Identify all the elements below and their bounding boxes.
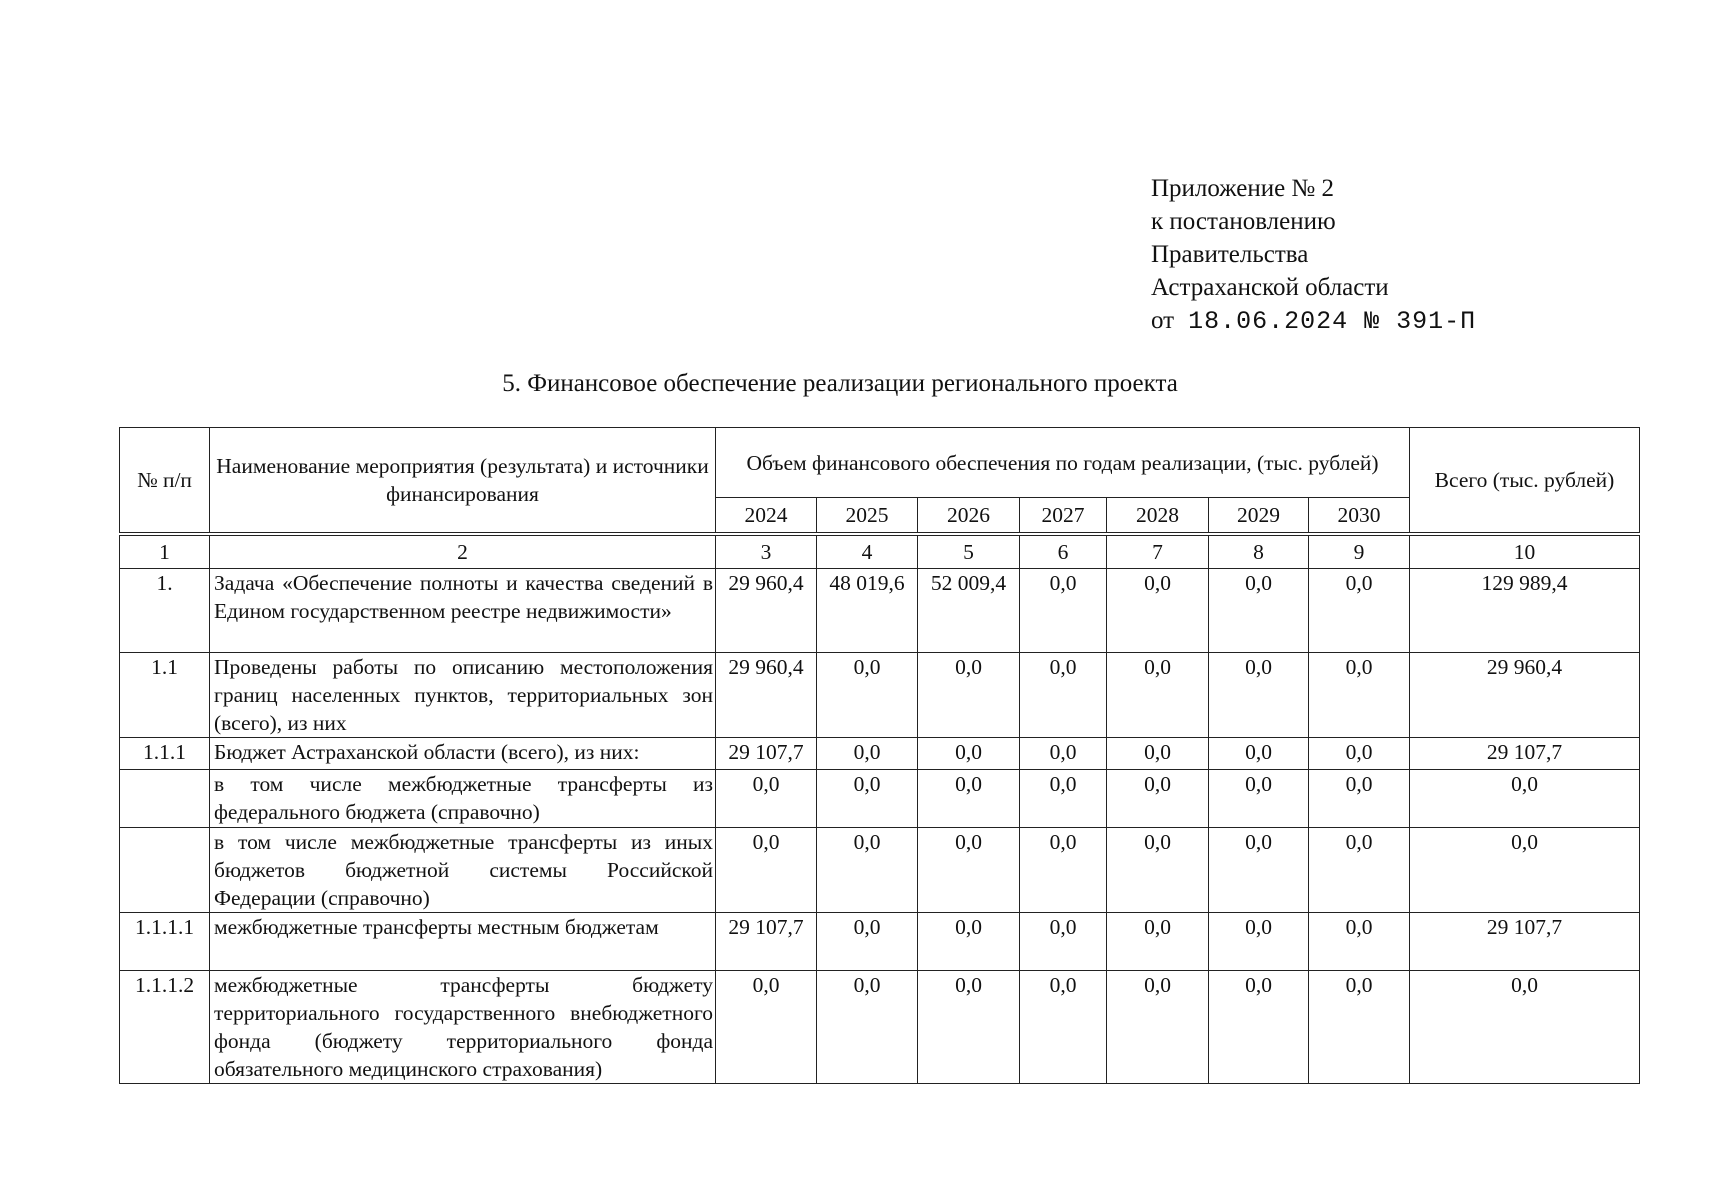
value-cell-2029: 0,0: [1209, 971, 1309, 1084]
column-number-cell: 10: [1410, 536, 1640, 569]
value-cell-2029: 0,0: [1209, 828, 1309, 913]
header-year-2028: 2028: [1107, 498, 1209, 533]
appendix-line-1: Приложение № 2: [1151, 175, 1335, 202]
header-year-2027: 2027: [1020, 498, 1107, 533]
appendix-date-number: 18.06.2024 № 391-П: [1188, 307, 1477, 336]
value-cell-2030: 0,0: [1309, 913, 1410, 971]
column-number-cell: 9: [1309, 536, 1410, 569]
financing-table: [119, 427, 1640, 1084]
value-cell-2030: 0,0: [1309, 971, 1410, 1084]
table-row: [120, 569, 1640, 653]
value-cell-2029: 0,0: [1209, 653, 1309, 738]
header-total: Всего (тыс. рублей): [1410, 428, 1640, 533]
column-number-cell: 6: [1020, 536, 1107, 569]
value-cell-2028: 0,0: [1107, 770, 1209, 828]
value-cell-2024: 29 107,7: [716, 913, 817, 971]
row-name-cell: Проведены работы по описанию местоположения границ населенных пунктов, территориальных зон (всего), из них: [210, 653, 716, 738]
row-number-cell: 1.: [120, 569, 210, 653]
column-number-cell: 3: [716, 536, 817, 569]
value-cell-2026: 0,0: [918, 653, 1020, 738]
row-number-cell: 1.1: [120, 653, 210, 738]
value-cell-2026: 0,0: [918, 770, 1020, 828]
value-cell-2028: 0,0: [1107, 913, 1209, 971]
value-cell-2029: 0,0: [1209, 770, 1309, 828]
value-cell-2025: 0,0: [817, 653, 918, 738]
row-number-cell: 1.1.1.2: [120, 971, 210, 1084]
header-year-2029: 2029: [1209, 498, 1309, 533]
row-number-cell: [120, 828, 210, 913]
value-cell-2028: 0,0: [1107, 738, 1209, 770]
column-number-cell: 1: [120, 536, 210, 569]
value-cell-2025: 0,0: [817, 971, 918, 1084]
header-year-2025: 2025: [817, 498, 918, 533]
value-cell-2026: 0,0: [918, 738, 1020, 770]
value-cell-2025: 0,0: [817, 828, 918, 913]
column-number-cell: 7: [1107, 536, 1209, 569]
value-cell-2028: 0,0: [1107, 828, 1209, 913]
row-name-cell: Бюджет Астраханской области (всего), из них:: [210, 738, 716, 770]
header-volume: Объем финансового обеспечения по годам реализации, (тыс. рублей): [716, 428, 1410, 498]
value-cell-2030: 0,0: [1309, 738, 1410, 770]
row-name-cell: в том числе межбюджетные трансферты из федерального бюджета (справочно): [210, 770, 716, 828]
row-total-cell: 29 107,7: [1410, 738, 1640, 770]
table-row: [120, 971, 1640, 1084]
column-number-cell: 4: [817, 536, 918, 569]
row-number-cell: 1.1.1: [120, 738, 210, 770]
row-total-cell: 0,0: [1410, 770, 1640, 828]
value-cell-2029: 0,0: [1209, 913, 1309, 971]
value-cell-2026: 0,0: [918, 913, 1020, 971]
value-cell-2026: 0,0: [918, 828, 1020, 913]
appendix-line-3: Правительства: [1151, 241, 1309, 268]
table-row: [120, 738, 1640, 770]
row-number-cell: 1.1.1.1: [120, 913, 210, 971]
row-total-cell: 0,0: [1410, 828, 1640, 913]
row-total-cell: 0,0: [1410, 971, 1640, 1084]
value-cell-2028: 0,0: [1107, 971, 1209, 1084]
value-cell-2027: 0,0: [1020, 971, 1107, 1084]
appendix-date-prefix: от: [1151, 307, 1175, 334]
column-number-cell: 8: [1209, 536, 1309, 569]
row-name-cell: межбюджетные трансферты местным бюджетам: [210, 913, 716, 971]
row-name-cell: межбюджетные трансферты бюджету территориального государственного внебюджетного фонда (бюджету территориального фонда обязательного медицинского страхования): [210, 971, 716, 1084]
appendix-line-2: к постановлению: [1151, 208, 1336, 235]
column-number-row: [120, 536, 1640, 569]
row-name-cell: в том числе межбюджетные трансферты из иных бюджетов бюджетной системы Российской Федерации (справочно): [210, 828, 716, 913]
value-cell-2024: 29 960,4: [716, 653, 817, 738]
value-cell-2025: 48 019,6: [817, 569, 918, 653]
value-cell-2029: 0,0: [1209, 569, 1309, 653]
row-total-cell: 129 989,4: [1410, 569, 1640, 653]
value-cell-2025: 0,0: [817, 913, 918, 971]
value-cell-2029: 0,0: [1209, 738, 1309, 770]
value-cell-2026: 52 009,4: [918, 569, 1020, 653]
table-body: [120, 533, 1640, 1084]
value-cell-2024: 29 960,4: [716, 569, 817, 653]
header-year-2026: 2026: [918, 498, 1020, 533]
section-title: 5. Финансовое обеспечение реализации регионального проекта: [502, 370, 1178, 397]
value-cell-2030: 0,0: [1309, 770, 1410, 828]
table-row: [120, 770, 1640, 828]
value-cell-2027: 0,0: [1020, 913, 1107, 971]
column-number-cell: 5: [918, 536, 1020, 569]
value-cell-2024: 0,0: [716, 770, 817, 828]
value-cell-2025: 0,0: [817, 738, 918, 770]
table-row: [120, 913, 1640, 971]
column-number-cell: 2: [210, 536, 716, 569]
row-name-cell: Задача «Обеспечение полноты и качества сведений в Едином государственном реестре недвижимости»: [210, 569, 716, 653]
value-cell-2025: 0,0: [817, 770, 918, 828]
value-cell-2024: 29 107,7: [716, 738, 817, 770]
row-total-cell: 29 107,7: [1410, 913, 1640, 971]
value-cell-2027: 0,0: [1020, 828, 1107, 913]
appendix-line-4: Астраханской области: [1151, 274, 1389, 301]
table-row: [120, 828, 1640, 913]
value-cell-2028: 0,0: [1107, 569, 1209, 653]
value-cell-2024: 0,0: [716, 828, 817, 913]
value-cell-2024: 0,0: [716, 971, 817, 1084]
table-row: [120, 653, 1640, 738]
value-cell-2030: 0,0: [1309, 828, 1410, 913]
value-cell-2027: 0,0: [1020, 653, 1107, 738]
header-year-2024: 2024: [716, 498, 817, 533]
header-num: № п/п: [120, 428, 210, 533]
appendix-date-line: [1151, 304, 1476, 338]
row-number-cell: [120, 770, 210, 828]
value-cell-2026: 0,0: [918, 971, 1020, 1084]
header-year-2030: 2030: [1309, 498, 1410, 533]
row-total-cell: 29 960,4: [1410, 653, 1640, 738]
value-cell-2030: 0,0: [1309, 569, 1410, 653]
value-cell-2027: 0,0: [1020, 770, 1107, 828]
value-cell-2027: 0,0: [1020, 569, 1107, 653]
value-cell-2027: 0,0: [1020, 738, 1107, 770]
value-cell-2030: 0,0: [1309, 653, 1410, 738]
appendix-block: [1151, 172, 1476, 338]
value-cell-2028: 0,0: [1107, 653, 1209, 738]
header-name: Наименование мероприятия (результата) и источники финансирования: [210, 428, 716, 533]
